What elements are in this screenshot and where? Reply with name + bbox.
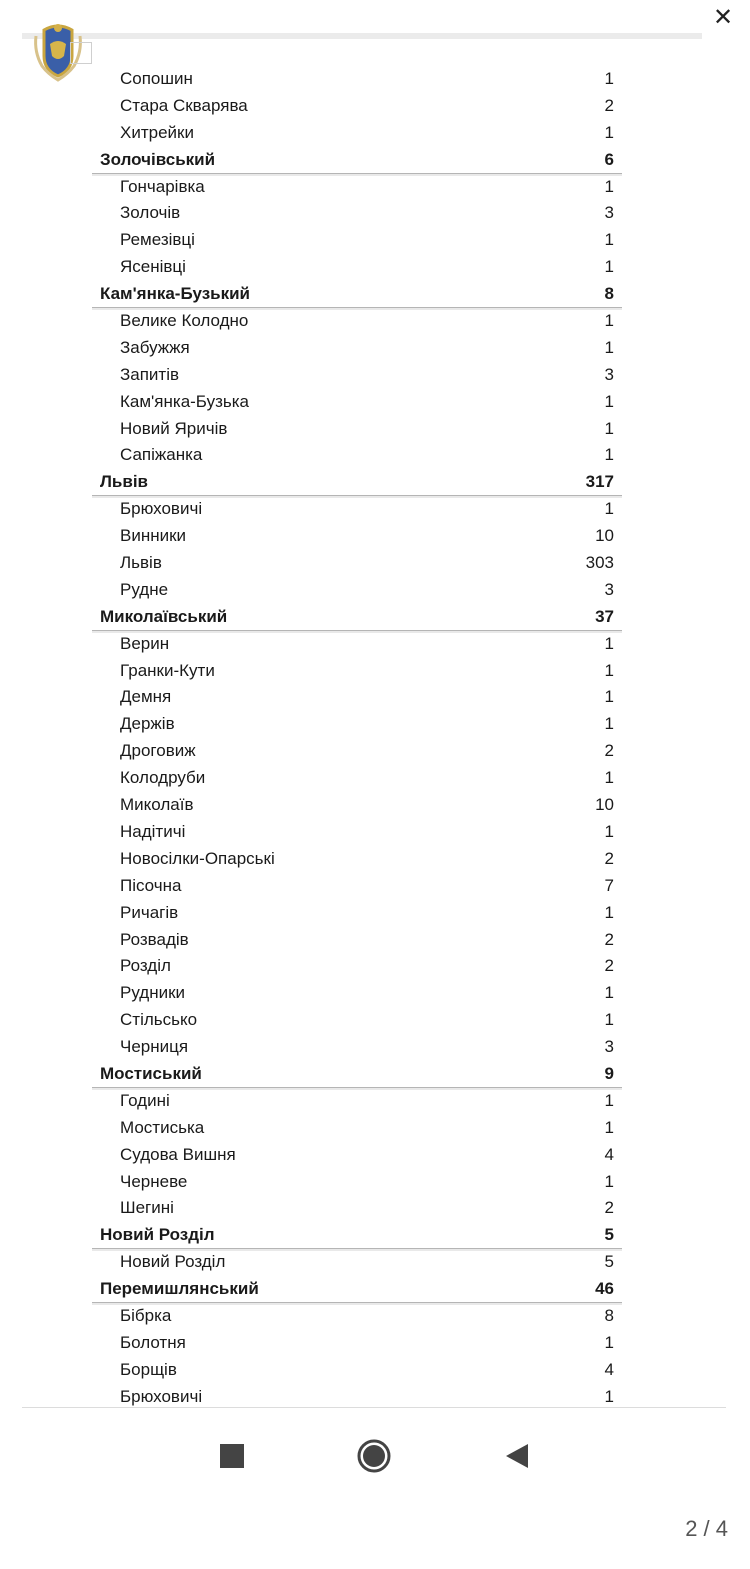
table-row: [92, 93, 622, 120]
locality-name: Стільсько: [120, 1010, 198, 1030]
locality-count: 3: [604, 364, 614, 384]
locality-name: Гончарівка: [120, 176, 205, 196]
locality-name: Брюховичі: [120, 499, 203, 519]
table-row: [92, 254, 622, 281]
group-count: 317: [585, 472, 614, 492]
locality-name: Черневе: [120, 1171, 188, 1191]
logo-frame: [70, 42, 92, 64]
locality-count: 10: [595, 526, 614, 546]
group-count: 37: [595, 606, 614, 626]
navigation-bar: [0, 1438, 750, 1478]
table-row: [92, 1195, 622, 1222]
table-row: [92, 1249, 622, 1276]
locality-count: 1: [604, 1117, 614, 1137]
locality-name: Годині: [120, 1090, 170, 1110]
locality-name: Новий Яричів: [120, 418, 228, 438]
group-count: 8: [604, 284, 614, 304]
locality-name: Борщів: [120, 1359, 177, 1379]
locality-count: 2: [604, 929, 614, 949]
locality-name: Хитрейки: [120, 122, 194, 142]
group-name: Мостиський: [100, 1063, 202, 1083]
table-row: [92, 1115, 622, 1142]
locality-count: 1: [604, 902, 614, 922]
locality-count: 1: [604, 1090, 614, 1110]
locality-count: 2: [604, 848, 614, 868]
locality-name: Колодруби: [120, 768, 206, 788]
locality-count: 1: [604, 1386, 614, 1406]
table-row: [92, 953, 622, 980]
table-row: [92, 927, 622, 954]
locality-name: Брюховичі: [120, 1386, 203, 1406]
locality-name: Верин: [120, 633, 170, 653]
locality-count: 1: [604, 687, 614, 707]
locality-name: Демня: [120, 687, 172, 707]
locality-count: 1: [604, 176, 614, 196]
table-row: [92, 550, 622, 577]
locality-name: Ремезівці: [120, 230, 195, 250]
locality-count: 1: [604, 69, 614, 88]
locality-name: Кам'янка-Бузька: [120, 391, 250, 411]
table-row: [92, 873, 622, 900]
table-row: [92, 765, 622, 792]
table-row: [92, 846, 622, 873]
locality-count: 10: [595, 795, 614, 815]
locality-name: Новий Розділ: [120, 1252, 226, 1272]
locality-name: Дроговиж: [120, 741, 196, 761]
table-row: [92, 900, 622, 927]
group-name: Новий Розділ: [100, 1225, 215, 1245]
locality-name: Стара Скварява: [120, 95, 248, 115]
table-row: [92, 1088, 622, 1115]
group-name: Львів: [100, 472, 149, 492]
group-row: [92, 147, 622, 174]
locality-count: 1: [604, 257, 614, 277]
table-row: [92, 1330, 622, 1357]
locality-count: 2: [604, 956, 614, 976]
locality-count: 303: [585, 553, 614, 573]
locality-count: 1: [604, 1171, 614, 1191]
locality-count: 1: [604, 714, 614, 734]
table-row: [92, 200, 622, 227]
table-row: [92, 362, 622, 389]
group-name: Кам'янка-Бузький: [100, 284, 251, 304]
locality-name: Черниця: [120, 1037, 189, 1057]
page-indicator: 2 / 4: [685, 1516, 728, 1541]
group-row: [92, 1061, 622, 1088]
locality-name: Ричагів: [120, 902, 179, 922]
table-row: [92, 711, 622, 738]
locality-count: 3: [604, 203, 614, 223]
table-row: [92, 496, 622, 523]
locality-count: 1: [604, 821, 614, 841]
table-row: [92, 1142, 622, 1169]
locality-count: 1: [604, 768, 614, 788]
locality-name: Забужжя: [120, 337, 190, 357]
locality-count: 7: [604, 875, 614, 895]
locality-name: Гранки-Кути: [120, 660, 215, 680]
table-row: [92, 684, 622, 711]
close-button[interactable]: ✕: [712, 3, 734, 31]
locality-name: Миколаїв: [120, 795, 194, 815]
locality-name: Надітичі: [120, 821, 186, 841]
locality-name: Шегині: [120, 1198, 174, 1218]
group-count: 6: [604, 149, 614, 169]
table-row: [92, 120, 622, 147]
square-icon[interactable]: [214, 1438, 254, 1478]
locality-count: 1: [604, 1332, 614, 1352]
locality-count: 1: [604, 418, 614, 438]
locality-name: Судова Вишня: [120, 1144, 236, 1164]
locality-name: Сапіжанка: [120, 445, 203, 465]
locality-name: Болотня: [120, 1332, 186, 1352]
locality-count: 5: [604, 1252, 614, 1272]
locality-name: Новосілки-Опарські: [120, 848, 275, 868]
locality-name: Золочів: [120, 203, 181, 223]
table-row: [92, 66, 622, 93]
locality-count: 1: [604, 499, 614, 519]
locality-count: 1: [604, 391, 614, 411]
locality-name: Пісочна: [120, 875, 182, 895]
table-row: [92, 1169, 622, 1196]
locality-name: Рудне: [120, 579, 169, 599]
locality-name: Держів: [120, 714, 175, 734]
locality-count: 1: [604, 1010, 614, 1030]
table-row: [92, 658, 622, 685]
locality-name: Мостиська: [120, 1117, 205, 1137]
table-row: [92, 819, 622, 846]
locality-count: 1: [604, 633, 614, 653]
table-row: [92, 792, 622, 819]
table-row: [92, 1357, 622, 1384]
group-row: [92, 1222, 622, 1249]
locality-count: 1: [604, 337, 614, 357]
top-divider: [22, 33, 702, 39]
locality-name: Бібрка: [120, 1305, 172, 1325]
locality-count: 1: [604, 230, 614, 250]
locality-name: Сопошин: [120, 69, 193, 88]
table-row: [92, 631, 622, 658]
locality-count: 4: [604, 1144, 614, 1164]
group-name: Перемишлянський: [100, 1279, 259, 1299]
bottom-divider: [22, 1407, 726, 1408]
group-name: Золочівський: [100, 149, 216, 169]
table-row: [92, 1007, 622, 1034]
locality-name: Винники: [120, 526, 187, 546]
group-row: [92, 604, 622, 631]
group-count: 9: [604, 1063, 614, 1083]
locality-count: 3: [604, 1037, 614, 1057]
locality-name: Запитів: [120, 364, 180, 384]
locality-name: Велике Колодно: [120, 311, 249, 331]
table-row: [92, 980, 622, 1007]
locality-count: 3: [604, 579, 614, 599]
table-row: [92, 738, 622, 765]
locality-count: 2: [604, 741, 614, 761]
group-row: [92, 281, 622, 308]
statistics-table: [92, 66, 622, 1411]
triangle-left-icon[interactable]: [502, 1438, 542, 1478]
locality-name: Ясенівці: [120, 257, 186, 277]
table-row: [92, 389, 622, 416]
locality-count: 8: [604, 1305, 614, 1325]
locality-count: 4: [604, 1359, 614, 1379]
group-name: Миколаївський: [100, 606, 228, 626]
table-row: [92, 174, 622, 201]
table-row: [92, 577, 622, 604]
locality-count: 1: [604, 445, 614, 465]
group-count: 46: [595, 1279, 614, 1299]
group-row: [92, 1276, 622, 1303]
table-row: [92, 523, 622, 550]
table-row: [92, 335, 622, 362]
locality-count: 1: [604, 311, 614, 331]
group-count: 5: [604, 1225, 614, 1245]
circle-icon[interactable]: [355, 1438, 395, 1478]
locality-count: 2: [604, 95, 614, 115]
table-row: [92, 1303, 622, 1330]
locality-count: 1: [604, 983, 614, 1003]
locality-count: 2: [604, 1198, 614, 1218]
table-row: [92, 1034, 622, 1061]
table-row: [92, 308, 622, 335]
locality-name: Львів: [120, 553, 162, 573]
locality-name: Розділ: [120, 956, 171, 976]
locality-count: 1: [604, 660, 614, 680]
locality-name: Розвадів: [120, 929, 189, 949]
locality-count: 1: [604, 122, 614, 142]
table-row: [92, 416, 622, 443]
table-row: [92, 227, 622, 254]
table-row: [92, 442, 622, 469]
group-row: [92, 469, 622, 496]
locality-name: Рудники: [120, 983, 186, 1003]
